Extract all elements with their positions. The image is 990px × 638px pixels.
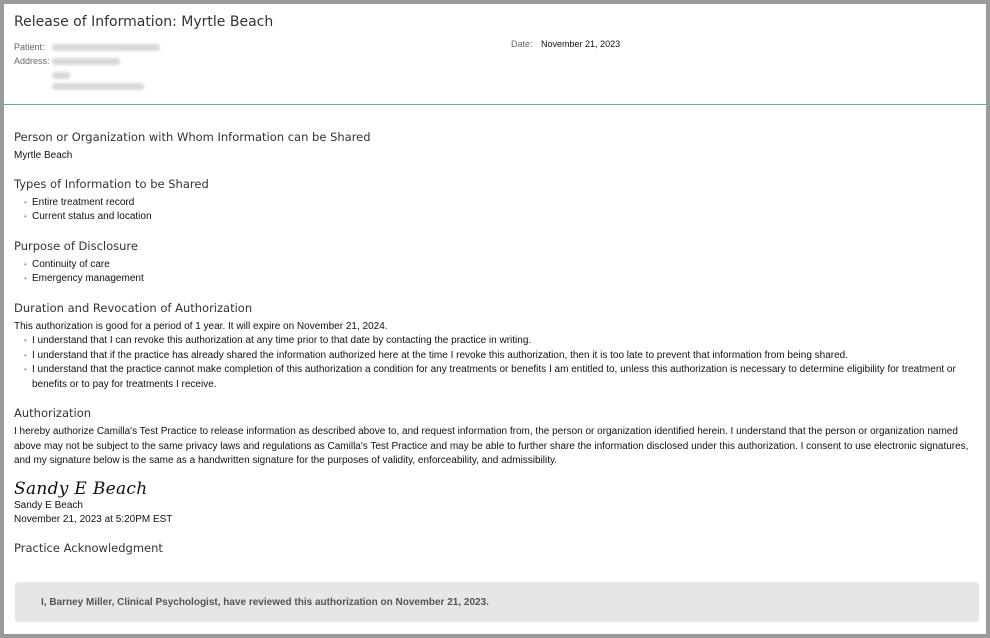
types-heading: Types of Information to be Shared (14, 176, 209, 191)
list-item: • I understand that if the practice has already shared the information authorized here at the time I revoke this authorization, then it is too late to prevent that information from being shared. (24, 349, 976, 364)
shared-with-heading: Person or Organization with Whom Information can be Shared (14, 130, 371, 144)
list-item: • Emergency management (24, 272, 976, 287)
patient-row (14, 40, 976, 54)
address-row-2 (14, 68, 976, 79)
patient-label: Patient: (14, 42, 45, 52)
redacted-address-line (52, 72, 70, 79)
signed-timestamp: November 21, 2023 at 5:20PM EST (14, 514, 173, 525)
acknowledgment-heading: Practice Acknowledgment (14, 540, 163, 555)
document-header (4, 4, 986, 105)
redacted-address-line (52, 58, 120, 65)
list-item: • Entire treatment record (24, 196, 976, 211)
duration-list (14, 334, 976, 392)
signature-image: Sandy E Beach (14, 478, 148, 499)
list-item: • Current status and location (24, 210, 976, 225)
document-frame (4, 4, 986, 634)
page-title: Release of Information: Myrtle Beach (14, 14, 274, 30)
spacer (14, 79, 52, 90)
types-list (14, 196, 976, 225)
list-item: • Continuity of care (24, 258, 976, 273)
duration-intro: This authorization is good for a period of 1 year. It will expire on November 21, 2024. (14, 320, 388, 332)
signer-name: Sandy E Beach (14, 499, 83, 511)
address-row-3 (14, 79, 976, 90)
redacted-patient-value (52, 44, 160, 51)
redacted-address-line (52, 83, 144, 90)
date-value: November 21, 2023 (541, 39, 621, 49)
authorization-text: I hereby authorize Camilla's Test Practice to release information as described above to, and request information from, the person or organization identified herein. I understand that the person or organization named above may not be subject to the same privacy laws and regulations as Camilla's Test Practice and may be able to further share the information disclosed under this authorization. I consent to use electronic signatures, and my signature below is the same as a handwritten signature for the purposes of validity, enforceability, and admissibility. (14, 426, 969, 466)
date-block (511, 39, 620, 49)
purpose-heading: Purpose of Disclosure (14, 238, 138, 253)
address-row (14, 54, 976, 68)
shared-with-value: Myrtle Beach (14, 150, 73, 161)
date-label: Date: (511, 39, 533, 49)
document-body (4, 129, 986, 556)
acknowledgment-box (15, 582, 979, 622)
duration-heading: Duration and Revocation of Authorization (14, 300, 253, 315)
purpose-list (14, 258, 976, 287)
spacer (14, 68, 52, 79)
authorization-heading: Authorization (14, 406, 92, 420)
list-item: • I understand that the practice cannot make completion of this authorization a condition for any treatments or benefits I am entitled to, unless this authorization is necessary to determine eligibility for treatment or benefits or to pay for treatments I receive. (24, 363, 976, 392)
acknowledgment-text: I, Barney Miller, Clinical Psychologist, have reviewed this authorization on November 21, 2023. (41, 596, 489, 608)
list-item: • I understand that I can revoke this authorization at any time prior to that date by contacting the practice in writing. (24, 334, 976, 349)
address-label: Address: (14, 56, 50, 66)
